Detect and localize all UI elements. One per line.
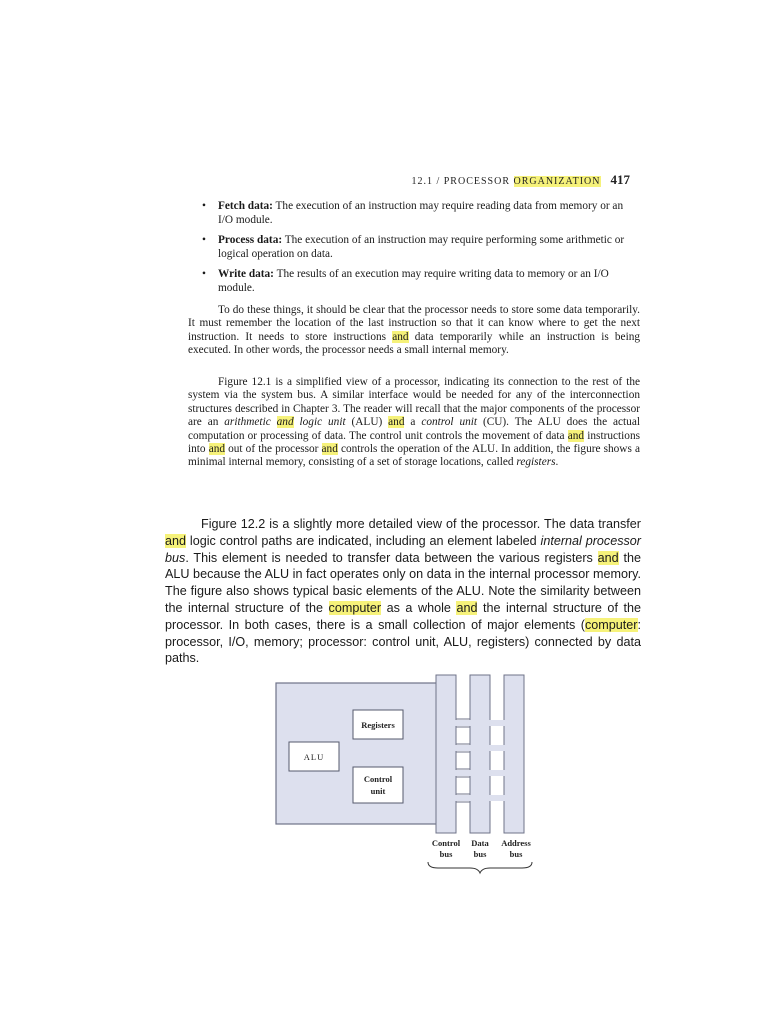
highlighted-word: computer xyxy=(328,600,382,615)
text-run: (ALU) xyxy=(345,416,389,429)
highlighted-word: computer xyxy=(585,617,638,632)
data-bus-label-bottom: bus xyxy=(473,849,487,859)
address-bus-label-top: Address xyxy=(501,838,531,848)
bus-junction-1 xyxy=(444,720,514,726)
highlighted-word: and xyxy=(276,416,294,429)
bus-junction-2 xyxy=(444,745,514,751)
text-run: Figure 12.2 is a slightly more detailed view of the processor. The data transfer xyxy=(201,517,641,531)
text-run: the internal structure of the processor. In both cases, there is a small collection of major elements ( xyxy=(165,600,641,632)
highlighted-word: and xyxy=(567,429,585,442)
list-term: Write data: xyxy=(218,268,274,280)
highlighted-word: and xyxy=(321,443,338,456)
bullet-icon: • xyxy=(202,234,206,246)
control-unit-label-line2: unit xyxy=(370,786,386,796)
bullet-icon: • xyxy=(202,200,206,212)
control-unit-label-line1: Control xyxy=(363,774,393,784)
list-text: The execution of an instruction may require reading data from memory or an I/O module. xyxy=(218,200,624,226)
list-text: The results of an execution may require writing data to memory or an I/O module. xyxy=(218,268,609,294)
bullet-icon: • xyxy=(202,268,206,280)
processor-diagram xyxy=(260,670,570,880)
control-unit-box xyxy=(353,767,403,803)
section-label: 12.1 / PROCESSOR xyxy=(411,176,514,187)
running-header xyxy=(411,172,630,188)
list-item xyxy=(202,233,640,261)
registers-label: Registers xyxy=(361,720,395,730)
alu-label: ALU xyxy=(303,752,325,762)
text-run: (CU). The ALU does the actual computation or processing of data. The control unit controls the movement of data xyxy=(188,416,640,442)
text-run: Figure 12.1 is a simplified view of a processor, indicating its connection to the rest of the system via the system bus. A similar interface would be needed for any of the interconnection structures described in Chapter 3. The reader will recall that the major components of the processor are an xyxy=(188,376,640,429)
control-bus-label-bottom: bus xyxy=(439,849,453,859)
data-bus xyxy=(470,675,490,833)
bus-junction-4 xyxy=(444,795,514,801)
text-run: . xyxy=(555,456,559,469)
page-number: 417 xyxy=(610,172,630,187)
paragraph-storage xyxy=(188,304,640,358)
italic-term: logic unit xyxy=(299,416,346,429)
text-run: . This element is needed to transfer data between the various registers xyxy=(185,550,598,565)
bus-junction-3 xyxy=(444,770,514,776)
text-run: To do these things, it should be clear that the processor needs to store some data temporarily. It must remember the location of the last instruction so that it can know where to get the next instruction. It needs to store instructions xyxy=(188,304,640,343)
paragraph-figure-12-2 xyxy=(165,516,641,667)
highlighted-word: and xyxy=(388,416,405,429)
data-bus-label-top: Data xyxy=(471,838,489,848)
text-run: : processor, I/O, memory; processor: control unit, ALU, registers) connected by data paths. xyxy=(165,617,641,666)
text-run: out of the processor xyxy=(225,443,322,456)
bus-brace xyxy=(428,862,532,873)
list-text: The execution of an instruction may require performing some arithmetic or logical operation on data. xyxy=(218,234,625,260)
text-run: a xyxy=(404,416,422,429)
list-item xyxy=(202,199,640,227)
text-run: data temporarily while an instruction is being executed. In other words, the processor needs a small internal memory. xyxy=(188,330,641,357)
highlighted-word: and xyxy=(208,443,226,456)
italic-term: control unit xyxy=(421,416,478,429)
highlighted-word: and xyxy=(165,533,187,548)
text-run: the ALU because the ALU in fact operates only on data in the internal processor memory. The figure also shows typical basic elements of the ALU. Note the similarity between the internal structure of the xyxy=(165,550,641,615)
text-run: instructions into xyxy=(188,429,640,456)
address-bus-label-bottom: bus xyxy=(509,849,523,859)
highlighted-word: and xyxy=(597,550,619,565)
text-run: logic control paths are indicated, including an element labeled xyxy=(186,533,541,548)
list-item xyxy=(202,267,640,295)
highlighted-word: and xyxy=(456,600,478,615)
italic-term: internal processor bus xyxy=(165,533,641,565)
paragraph-figure-12-1 xyxy=(188,376,640,470)
control-bus-label-top: Control xyxy=(431,838,461,848)
text-run: controls the operation of the ALU. In addition, the figure shows a minimal internal memory, consisting of a set of storage locations, called xyxy=(188,443,640,469)
list-term: Process data: xyxy=(218,234,283,246)
list-term: Fetch data: xyxy=(218,200,273,212)
text-run: as a whole xyxy=(381,600,457,615)
control-bus xyxy=(436,675,456,833)
processor-diagram-svg xyxy=(260,670,570,880)
italic-term: registers xyxy=(516,456,556,469)
highlighted-word: and xyxy=(392,330,409,343)
address-bus xyxy=(504,675,524,833)
italic-term: arithmetic xyxy=(224,416,271,429)
section-highlight: ORGANIZATION xyxy=(513,176,601,187)
step-list xyxy=(202,199,640,301)
